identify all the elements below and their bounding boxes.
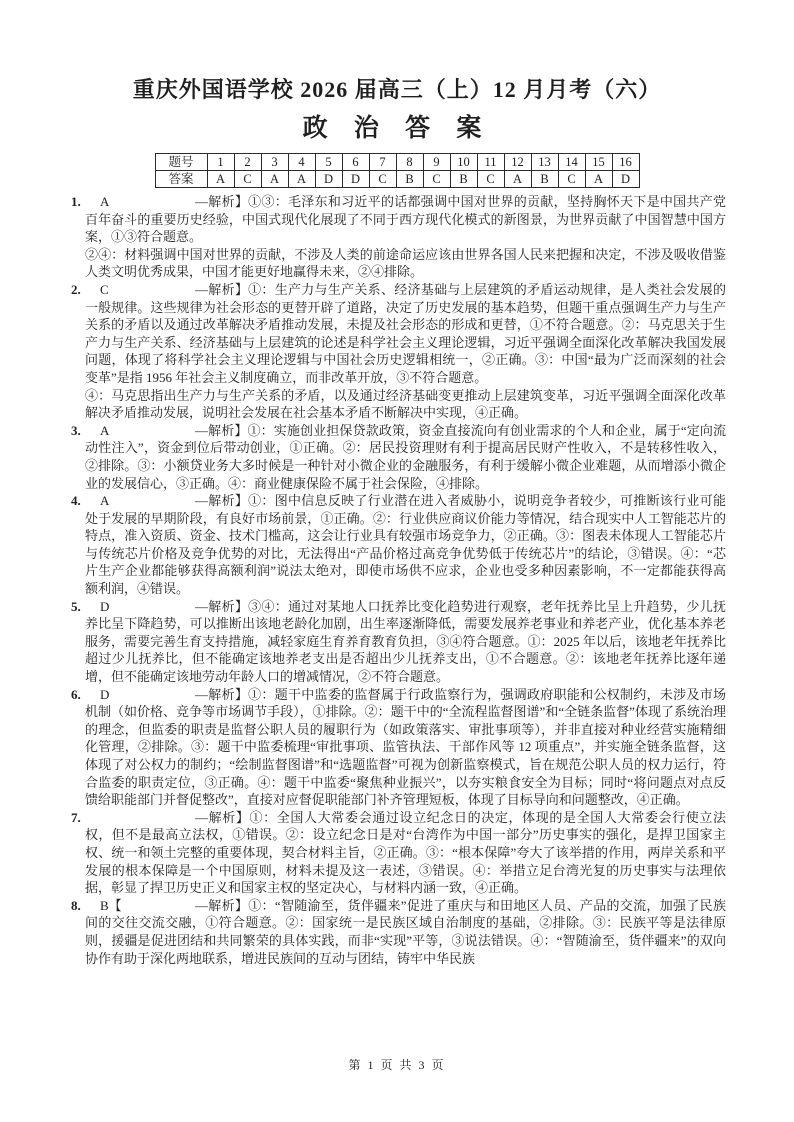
answer-cell: B xyxy=(531,171,558,188)
item-answer: C xyxy=(100,281,109,297)
question-number-cell: 7 xyxy=(369,154,396,171)
item-analysis-paragraph: —解析】①：全国人大常委会通过设立纪念日的决定，体现的是全国人大常委会行使立法权，但不是最高立法权，①错误。②：设立纪念日是对“台湾作为中国一部分”历史事实的强化，是捍卫国家主权、统一和领土完整的重要体现，契合材料主旨，②正确。③：“根本保障”夸大了该举措的作用，两岸关系和平发展的根本保障是一个中国原则，材料未提及这一表述，③错误。④：举措立足台湾光复的历史事实与法理依据，彰显了捍卫历史正义和国家主权的坚定决心，与材料内涵一致，④正确。 xyxy=(85,809,726,896)
item-analysis-paragraph: —解析】③④：通过对某地人口抚养比变化趋势进行观察，老年抚养比呈上升趋势，少儿抚养比呈下降趋势，可以推断出该地老龄化加剧，出生率逐渐降低，需要发展养老事业和养老产业，优化基本养老服务，需要完善生育支持措施，减轻家庭生育养育教育负担，③④符合题意。①：2025 年以后，该地老年抚养比超过少儿抚养比，但不能确定该地养老支出是否超出少儿抚养支出，①不合题意。②：该地老年抚养比逐年递增，但不能确定该地劳动年龄人口的增减情况，②不符合题意。 xyxy=(85,598,726,685)
answer-cell: C xyxy=(423,171,450,188)
answer-item-5 xyxy=(71,598,726,686)
question-number-cell: 13 xyxy=(531,154,558,171)
item-analysis-paragraph: —解析】①：“智随渝至，货伴疆来”促进了重庆与和田地区人员、产品的交流，加强了民族间的交往交流交融，①符合题意。②：国家统一是民族区域自治制度的基础，②排除。③：民族平等是法律原则，援疆是促进团结和共同繁荣的具体实践，而非“实现”平等，③说法错误。④：“智随渝至，货伴疆来”的双向协作有助于深化两地联系，增进民族间的互动与团结，铸牢中华民族 xyxy=(85,897,726,966)
answer-cell: C xyxy=(558,171,585,188)
question-number-cell: 14 xyxy=(558,154,585,171)
question-number-cell: 3 xyxy=(261,154,288,171)
item-number: 6. xyxy=(71,686,81,702)
item-number: 4. xyxy=(71,493,81,509)
question-number-cell: 1 xyxy=(207,154,234,171)
item-analysis-paragraph: —解析】①：生产力与生产关系、经济基础与上层建筑的矛盾运动规律，是人类社会发展的一般规律。这些规律为社会形态的更替开辟了道路，决定了历史发展的基本趋势，但题干重点强调生产力与生产关系的矛盾以及通过改革解决矛盾推动发展，未提及社会形态的形成和更替，①不符合题意。②：马克思关于生产力与生产关系、经济基础与上层建筑的论述是科学社会主义理论逻辑，习近平强调全面深化改革解决我国发展问题，体现了将科学社会主义理论逻辑与中国社会历史逻辑相统一，②正确。③：中国“最为广泛而深刻的社会变革”是指 1956 年社会主义制度确立，而非改革开放，③不符合题意。 xyxy=(85,281,726,385)
item-answer: A xyxy=(100,422,110,438)
answer-cell: A xyxy=(585,171,612,188)
answer-item-4 xyxy=(71,492,726,598)
question-number-cell: 10 xyxy=(450,154,477,171)
question-number-cell: 12 xyxy=(504,154,531,171)
item-analysis-paragraph: —解析】①：图中信息反映了行业潜在进入者威胁小，说明竞争者较少，可推断该行业可能处于发展的早期阶段，有良好市场前景，①正确。②：行业供应商议价能力等情况，结合现实中人工智能芯片的特点，准入资质、资金、技术门槛高，这会让行业具有较强市场竞争力，②正确。③：图表未体现人工智能芯片与传统芯片价格及竞争优势的对比，无法得出“产品价格过高竞争优势低于传统芯片”的结论，③错误。④：“芯片生产企业都能够获得高额利润”说法太绝对，即使市场供不应求，企业也受多种因素影响，不一定都能获得高额利润，④错误。 xyxy=(85,493,726,597)
answer-cell: A xyxy=(288,171,315,188)
item-answer: D xyxy=(100,598,110,614)
item-analysis-paragraph: ②④：材料强调中国对世界的贡献，不涉及人类的前途命运应该由世界各国人民来把握和决定，不涉及吸收借鉴人类文明优秀成果，中国才能更好地赢得未来，②④排除。 xyxy=(85,246,726,280)
question-number-cell: 15 xyxy=(585,154,612,171)
answer-cell: C xyxy=(477,171,504,188)
answer-table xyxy=(155,153,640,188)
explanations-list xyxy=(71,193,726,967)
answer-cell: B xyxy=(396,171,423,188)
answer-cell: D xyxy=(612,171,639,188)
row-header-question-number: 题号 xyxy=(155,154,207,171)
item-analysis-paragraph: —解析】①：实施创业担保贷款政策，资金直接流向有创业需求的个人和企业，属于“定向流动性注入”，资金到位后带动创业，①正确。②：居民投资理财有利于提高居民财产性收入，不是转移性收入，②排除。③：小额贷业务大多时候是一种针对小微企业的金融服务，有利于缓解小微企业难题，从而增添小微企业的发展信心，③正确。④：商业健康保险不属于社会保险，④排除。 xyxy=(85,422,726,491)
page-title: 重庆外国语学校 2026 届高三（上）12 月月考（六） xyxy=(132,77,662,102)
question-number-cell: 5 xyxy=(315,154,342,171)
item-analysis-paragraph: —解析】①：题干中监委的监督属于行政监察行为，强调政府职能和公权制约，未涉及市场机制（如价格、竞争等市场调节手段），①排除。②：题干中的“全流程监督图谱”和“全链条监督”体现了系统治理的理念，但监委的职责是监督公职人员的履职行为（如政策落实、审批事项等），并非直接对种业经营实施精细化管理，②排除。③：题干中监委梳理“审批事项、监管执法、干部作风等 12 项重点”，并实施全链条监督，这体现了对公权力的制约；“绘制监督图谱”和“选题监督”可视为创新监察模式，旨在规范公职人员的权力运行，符合监委的职责定位，③正确。④：题干中监委“聚焦种业振兴”，以夯实粮食安全为目标；同时“将问题点对点反馈给职能部门并督促整改”，直接对应督促职能部门补齐管理短板，体现了目标导向和问题整改，④正确。 xyxy=(85,686,726,808)
item-answer: D xyxy=(100,686,110,702)
question-number-cell: 8 xyxy=(396,154,423,171)
answer-cell: A xyxy=(261,171,288,188)
answer-item-3 xyxy=(71,422,726,492)
answer-item-6 xyxy=(71,686,726,809)
answer-cell: A xyxy=(207,171,234,188)
answer-item-1 xyxy=(71,193,726,281)
answer-cell: D xyxy=(342,171,369,188)
question-number-cell: 6 xyxy=(342,154,369,171)
question-number-row xyxy=(155,154,639,171)
answer-item-7 xyxy=(71,809,726,897)
answer-cell: D xyxy=(315,171,342,188)
item-number: 3. xyxy=(71,422,81,438)
answer-cell: C xyxy=(369,171,396,188)
page-subtitle: 政 治 答 案 xyxy=(302,115,492,142)
item-answer: B【 xyxy=(100,897,122,913)
item-number: 1. xyxy=(71,194,81,209)
answer-cell: B xyxy=(450,171,477,188)
answer-row xyxy=(155,171,639,188)
item-number: 2. xyxy=(71,281,81,297)
item-number: 5. xyxy=(71,598,81,614)
item-analysis-paragraph: —解析】①③：毛泽东和习近平的话都强调中国对世界的贡献，坚持胸怀天下是中国共产党百年奋斗的重要历史经验，中国式现代化展现了不同于西方现代化模式的新图景，为世界贡献了中国智慧中国方案，①③符合题意。 xyxy=(85,194,726,245)
answer-item-8 xyxy=(71,897,726,967)
question-number-cell: 16 xyxy=(612,154,639,171)
question-number-cell: 11 xyxy=(477,154,504,171)
answer-cell: C xyxy=(234,171,261,188)
item-number: 7. xyxy=(71,809,81,825)
answer-cell: A xyxy=(504,171,531,188)
question-number-cell: 2 xyxy=(234,154,261,171)
item-answer: A xyxy=(100,493,110,509)
item-number: 8. xyxy=(71,897,81,913)
question-number-cell: 4 xyxy=(288,154,315,171)
item-analysis-paragraph: ④：马克思指出生产力与生产关系的矛盾，以及通过经济基础变更推动上层建筑变革，习近平强调全面深化改革解决矛盾推动发展，说明社会发展在社会基本矛盾不断解决中实现，④正确。 xyxy=(85,387,726,421)
row-header-answer: 答案 xyxy=(155,171,207,188)
answer-item-2 xyxy=(71,281,726,422)
page-footer: 第 1 页 共 3 页 xyxy=(348,1058,446,1072)
question-number-cell: 9 xyxy=(423,154,450,171)
item-answer: A xyxy=(100,194,110,209)
